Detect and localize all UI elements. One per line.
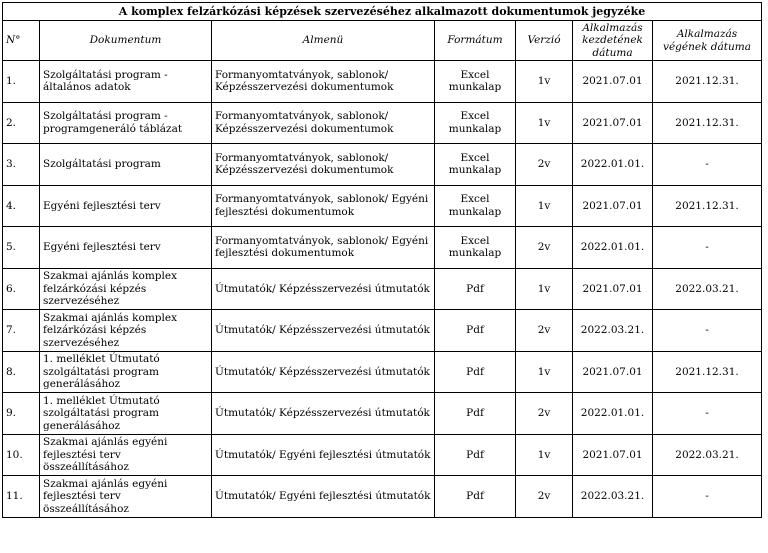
- cell-veg: 2021.12.31.: [653, 102, 762, 144]
- cell-formatum: Excel munkalap: [435, 144, 516, 186]
- cell-verzio: 2v: [516, 393, 573, 435]
- cell-formatum: Excel munkalap: [435, 102, 516, 144]
- header-formatum: Formátum: [435, 21, 516, 61]
- cell-formatum: Pdf: [435, 268, 516, 310]
- cell-almenu: Formanyomtatványok, sablonok/ Képzésszervezési dokumentumok: [212, 61, 435, 103]
- cell-kezdet: 2022.03.21.: [573, 476, 653, 518]
- cell-verzio: 2v: [516, 227, 573, 269]
- documents-table: [2, 2, 762, 518]
- cell-kezdet: 2021.07.01: [573, 434, 653, 476]
- cell-verzio: 2v: [516, 476, 573, 518]
- cell-dokumentum: Szakmai ajánlás komplex felzárkózási képzés szervezéséhez: [40, 268, 212, 310]
- table-row: [3, 268, 762, 310]
- cell-no: 7.: [3, 310, 40, 352]
- cell-kezdet: 2022.01.01.: [573, 227, 653, 269]
- cell-almenu: Formanyomtatványok, sablonok/ Képzésszervezési dokumentumok: [212, 144, 435, 186]
- cell-verzio: 1v: [516, 268, 573, 310]
- cell-dokumentum: Szakmai ajánlás egyéni fejlesztési terv összeállításához: [40, 476, 212, 518]
- header-verzio: Verzió: [516, 21, 573, 61]
- table-row: [3, 393, 762, 435]
- header-almenu: Almenü: [212, 21, 435, 61]
- cell-almenu: Formanyomtatványok, sablonok/ Egyéni fejlesztési dokumentumok: [212, 185, 435, 227]
- cell-no: 9.: [3, 393, 40, 435]
- cell-dokumentum: Egyéni fejlesztési terv: [40, 227, 212, 269]
- cell-formatum: Pdf: [435, 393, 516, 435]
- table-row: [3, 434, 762, 476]
- cell-kezdet: 2022.03.21.: [573, 310, 653, 352]
- cell-almenu: Útmutatók/ Egyéni fejlesztési útmutatók: [212, 434, 435, 476]
- cell-dokumentum: 1. melléklet Útmutató szolgáltatási program generálásához: [40, 351, 212, 393]
- table-row: [3, 351, 762, 393]
- cell-dokumentum: Szolgáltatási program - programgeneráló táblázat: [40, 102, 212, 144]
- cell-veg: 2021.12.31.: [653, 185, 762, 227]
- cell-almenu: Útmutatók/ Képzésszervezési útmutatók: [212, 310, 435, 352]
- cell-formatum: Pdf: [435, 434, 516, 476]
- cell-dokumentum: Egyéni fejlesztési terv: [40, 185, 212, 227]
- cell-veg: -: [653, 227, 762, 269]
- cell-formatum: Pdf: [435, 310, 516, 352]
- cell-no: 6.: [3, 268, 40, 310]
- cell-no: 5.: [3, 227, 40, 269]
- header-no: N°: [3, 21, 40, 61]
- cell-formatum: Pdf: [435, 351, 516, 393]
- cell-dokumentum: Szakmai ajánlás komplex felzárkózási képzés szervezéséhez: [40, 310, 212, 352]
- cell-dokumentum: Szakmai ajánlás egyéni fejlesztési terv összeállításához: [40, 434, 212, 476]
- cell-almenu: Útmutatók/ Képzésszervezési útmutatók: [212, 351, 435, 393]
- cell-veg: -: [653, 393, 762, 435]
- cell-dokumentum: 1. melléklet Útmutató szolgáltatási program generálásához: [40, 393, 212, 435]
- cell-verzio: 2v: [516, 310, 573, 352]
- cell-dokumentum: Szolgáltatási program: [40, 144, 212, 186]
- cell-veg: -: [653, 476, 762, 518]
- cell-almenu: Formanyomtatványok, sablonok/ Képzésszervezési dokumentumok: [212, 102, 435, 144]
- cell-no: 2.: [3, 102, 40, 144]
- cell-veg: 2022.03.21.: [653, 268, 762, 310]
- header-row: [3, 21, 762, 61]
- cell-verzio: 1v: [516, 102, 573, 144]
- cell-no: 1.: [3, 61, 40, 103]
- table-row: [3, 61, 762, 103]
- cell-kezdet: 2021.07.01: [573, 102, 653, 144]
- cell-kezdet: 2021.07.01: [573, 351, 653, 393]
- header-kezdet: Alkalmazás kezdetének dátuma: [573, 21, 653, 61]
- cell-dokumentum: Szolgáltatási program - általános adatok: [40, 61, 212, 103]
- cell-almenu: Útmutatók/ Képzésszervezési útmutatók: [212, 268, 435, 310]
- cell-verzio: 1v: [516, 61, 573, 103]
- cell-formatum: Excel munkalap: [435, 227, 516, 269]
- cell-no: 8.: [3, 351, 40, 393]
- cell-verzio: 1v: [516, 434, 573, 476]
- table-row: [3, 102, 762, 144]
- cell-kezdet: 2022.01.01.: [573, 144, 653, 186]
- cell-veg: 2022.03.21.: [653, 434, 762, 476]
- table-row: [3, 227, 762, 269]
- table-row: [3, 476, 762, 518]
- cell-veg: -: [653, 310, 762, 352]
- table-title: A komplex felzárkózási képzések szervezéséhez alkalmazott dokumentumok jegyzéke: [2, 2, 762, 20]
- cell-veg: -: [653, 144, 762, 186]
- cell-verzio: 1v: [516, 351, 573, 393]
- document-table-wrapper: [2, 2, 762, 518]
- cell-almenu: Útmutatók/ Képzésszervezési útmutatók: [212, 393, 435, 435]
- cell-almenu: Formanyomtatványok, sablonok/ Egyéni fejlesztési dokumentumok: [212, 227, 435, 269]
- table-row: [3, 310, 762, 352]
- cell-no: 11.: [3, 476, 40, 518]
- table-row: [3, 144, 762, 186]
- cell-no: 10.: [3, 434, 40, 476]
- cell-kezdet: 2021.07.01: [573, 268, 653, 310]
- cell-no: 3.: [3, 144, 40, 186]
- cell-veg: 2021.12.31.: [653, 351, 762, 393]
- table-row: [3, 185, 762, 227]
- cell-kezdet: 2022.01.01.: [573, 393, 653, 435]
- header-dokumentum: Dokumentum: [40, 21, 212, 61]
- header-veg: Alkalmazás végének dátuma: [653, 21, 762, 61]
- cell-kezdet: 2021.07.01: [573, 185, 653, 227]
- cell-almenu: Útmutatók/ Egyéni fejlesztési útmutatók: [212, 476, 435, 518]
- cell-verzio: 1v: [516, 185, 573, 227]
- cell-no: 4.: [3, 185, 40, 227]
- cell-formatum: Pdf: [435, 476, 516, 518]
- cell-kezdet: 2021.07.01: [573, 61, 653, 103]
- cell-formatum: Excel munkalap: [435, 185, 516, 227]
- cell-veg: 2021.12.31.: [653, 61, 762, 103]
- cell-formatum: Excel munkalap: [435, 61, 516, 103]
- cell-verzio: 2v: [516, 144, 573, 186]
